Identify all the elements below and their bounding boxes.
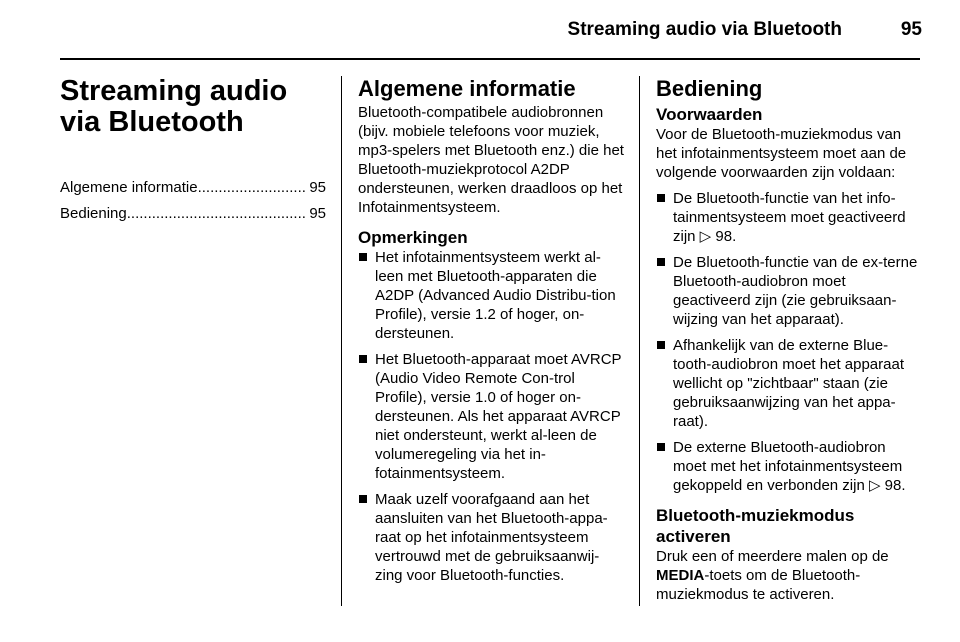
list-item-text: Afhankelijk van de externe Blue-tooth-audiobron moet het apparaat wellicht op "zichtbaar" staan (zie gebruiksaanwijzing van het appa-raat). (673, 337, 904, 430)
list-item (656, 438, 922, 495)
column-divider-1 (341, 76, 342, 606)
bullet-square-icon (657, 341, 665, 349)
media-key-label: MEDIA (656, 567, 705, 584)
instruction-text-start: Druk een of meerdere malen op de (656, 548, 889, 565)
list-item-text: De Bluetooth-functie van de ex-terne Bluetooth-audiobron moet geactiveerd zijn (zie gebruiksaan-wijzing van het apparaat). (673, 254, 918, 328)
toc-entry-label: Algemene informatie (60, 179, 198, 196)
subheading-activate-music-mode: Bluetooth-muziekmodus activeren (656, 506, 855, 546)
bullet-square-icon (657, 443, 665, 451)
activate-instructions (656, 547, 922, 604)
remarks-list (358, 248, 624, 585)
list-item (358, 490, 624, 585)
toc-entry-page: 95 (309, 205, 326, 222)
header-rule (60, 58, 920, 60)
list-item-text: De externe Bluetooth-audiobron moet met het infotainmentsysteem gekoppeld en verbonden zijn ▷ 98. (673, 439, 906, 494)
list-item (358, 248, 624, 343)
column-general-info (358, 76, 624, 592)
toc-entry-page: 95 (309, 179, 326, 196)
column-operation (656, 76, 922, 604)
bullet-square-icon (359, 495, 367, 503)
section-heading-operation: Bediening (656, 76, 763, 101)
toc-entry[interactable] (60, 204, 326, 224)
column-divider-2 (639, 76, 640, 606)
subheading-requirements: Voorwaarden (656, 105, 763, 124)
page-number: 95 (900, 19, 922, 40)
chapter-title: Streaming audio via Bluetooth (60, 75, 288, 138)
list-item (656, 253, 922, 329)
bullet-square-icon (359, 355, 367, 363)
toc-leader-dots (127, 204, 308, 224)
subheading-remarks: Opmerkingen (358, 228, 468, 247)
section-heading-general: Algemene informatie (358, 76, 576, 101)
list-item (358, 350, 624, 483)
running-header-title: Streaming audio via Bluetooth (567, 19, 842, 40)
requirements-intro-text: Voor de Bluetooth-muziekmodus van het infotainmentsysteem moet aan de volgende voorwaarden zijn voldaan: (656, 126, 907, 181)
instruction-text-end: -toets om de Bluetooth-muziekmodus te activeren. (656, 567, 861, 603)
list-item-text: Het infotainmentsysteem werkt al-leen met Bluetooth-apparaten die A2DP (Advanced Audio Distribu-tion Profile), versie 1.2 of hoger, on-dersteunen. (375, 249, 616, 342)
bullet-square-icon (657, 194, 665, 202)
list-item-text: De Bluetooth-functie van het info-tainmentsysteem moet geactiveerd zijn ▷ 98. (673, 190, 906, 245)
list-item-text: Maak uzelf voorafgaand aan het aansluiten van het Bluetooth-appa-raat op het infotainmentsysteem vertrouwd met de gebruiksaanwij-zing voor Bluetooth-functies. (375, 491, 608, 584)
list-item (656, 189, 922, 246)
bullet-square-icon (359, 253, 367, 261)
list-item (656, 336, 922, 431)
bullet-square-icon (657, 258, 665, 266)
general-intro-text: Bluetooth-compatibele audiobronnen (bijv. mobiele telefoons voor muziek, mp3-spelers met Bluetooth enz.) die het Bluetooth-muziekprotocol A2DP ondersteunen, werken draadloos op het Infotainmentsysteem. (358, 104, 624, 216)
requirements-list (656, 189, 922, 495)
toc-entry-label: Bediening (60, 205, 127, 222)
toc-leader-dots (198, 178, 308, 198)
table-of-contents (60, 178, 326, 224)
list-item-text: Het Bluetooth-apparaat moet AVRCP (Audio Video Remote Con-trol Profile), versie 1.0 of hoger on-dersteunen. Als het apparaat AVRCP niet ondersteunt, werkt al-leen de volumeregeling via het in-fotainmentsysteem. (375, 351, 622, 482)
toc-entry[interactable] (60, 178, 326, 198)
column-toc (60, 76, 326, 230)
